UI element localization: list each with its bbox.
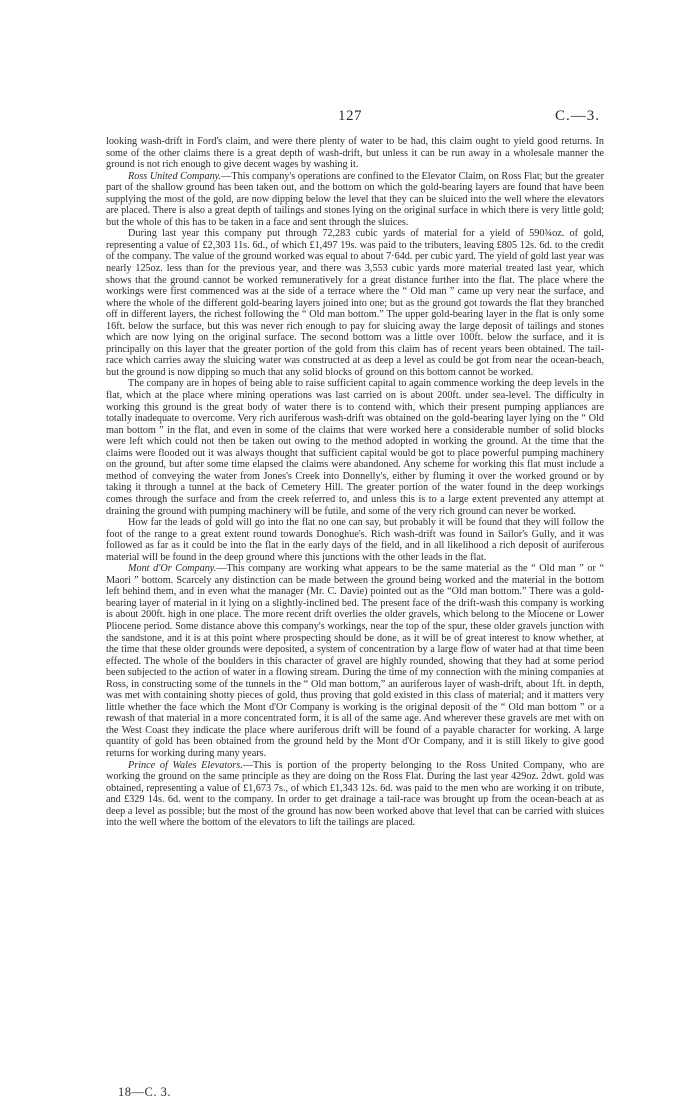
signature-mark: 18—C. 3. [118,1085,171,1099]
page-header [0,108,700,126]
paragraph-heading: Mont d'Or Company. [128,563,217,575]
body-text [106,136,604,829]
paragraph-text: —This is portion of the property belonging to the Ross United Company, who are working the ground on the same principle as they are doing on the Ross Flat. During the last year 429oz. 2dwt. gold was obtained, representing a value of £1,673 7s., of which £1,343 12s. 6d. was paid to the men who are working it on tribute, and £329 14s. 6d. went to the company. In order to get drainage a tail-race was brought up from the ocean-beach at as deep a level as possible; but the most of the ground has now been worked above that level that can be carried with sluices into the well where the bottom of the elevators to lift the tailings are placed. [106,759,604,829]
page-number: 127 [338,108,362,124]
paragraph [106,136,604,171]
paragraph [106,563,604,759]
paragraph-text: —This company's operations are confined to the Elevator Claim, on Ross Flat; but the greater part of the shallow ground has been taken out, and the bottom on which the gold-bearing layers are found that have been supplying the most of the gold, are now dipping below the level that they can be sluiced into the well where the elevators are placed. There is also a great depth of tailings and stones lying on the original surface in which there is very little gold; but the whole of this has to be taken in a face and sent through the sluices. [106,170,604,228]
paragraph [106,228,604,378]
paragraph-text: looking wash-drift in Ford's claim, and were there plenty of water to be had, this claim ought to yield good returns. In some of the other claims there is a great depth of wash-drift, but unless it can be run away in a wholesale manner the ground is not rich enough to give decent wages by washing it. [106,136,604,171]
paragraph-heading: Ross United Company. [128,170,222,182]
document-reference: C.—3. [554,108,600,124]
paragraph [106,378,604,517]
paragraph-text: How far the leads of gold will go into the flat no one can say, but probably it will be found that they will follow the foot of the range to a great extent round towards Donoghue's. Rich wash-drift was found in Sailor's Gully, and it was followed as far as it could be into the flat in the early days of the field, and in all likelihood a rich deposit of auriferous material will be found in the deep ground where this junctions with the other leads in the flat. [106,517,604,563]
paragraph [106,171,604,229]
paragraph-text: The company are in hopes of being able to raise sufficient capital to again commence working the deep levels in the flat, which at the place where mining operations was last carried on is about 200ft. under sea-level. The difficulty in working this ground is the great body of water there is to contend with, which their present pumping appliances are totally inadequate to overcome. Very rich auriferous wash-drift was obtained on the gold-bearing layer lying on the “ Old man bottom ” in the flat, and even in some of the claims that were worked here a considerable number of solid blocks were left which could not then be taken out owing to the method adopted in working the ground. At the time that the claims were flooded out it was always thought that sufficient capital would be got to place powerful pumping machinery on the ground, but after some time elapsed the claims were abandoned. Any scheme for working this flat must include a method of conveying the water from Jones's Creek into Donnelly's, either by fluming it over the worked ground or by taking it through a tunnel at the back of Cemetery Hill. The greater portion of the water found in the deep workings comes through the surface and from the creek referred to, and unless this is to a large extent prevented any attempt at draining the ground with pumping machinery will be futile, and some of the very rich ground can never be worked. [106,378,604,517]
paragraph [106,760,604,829]
paragraph [106,517,604,563]
paragraph-heading: Prince of Wales Elevators. [128,759,243,771]
paragraph-text: —This company are working what appears to be the same material as the “ Old man ” or “ Maori ” bottom. Scarcely any distinction can be made between the ground being worked and the material in the bottom left behind them, and in even what the manager (Mr. C. Davie) pointed out as the “Old man bottom.” There was a gold-bearing layer of material in it lying on a slightly-inclined bed. The present face of the drift-wash this company is working is about 200ft. high in one place. The more recent drift overlies the older gravels, which belong to the Miocene or Lower Pliocene period. Some distance above this company's workings, near the top of the spur, these older gravels junction with the sandstone, and it is at this point where prospecting should be done, as it will be of great interest to know whether, at the time that these older grounds were deposited, a system of concentration by a large flow of water had at that time been effected. The whole of the boulders in this character of gravel are highly rounded, showing that they had at some period been subjected to the action of water in a flowing stream. During the time of my connection with the mining companies at Ross, in constructing some of the tunnels in the “ Old man bottom,” an auriferous layer of wash-drift, about 1ft. in depth, was met with containing shotty pieces of gold, thus proving that gold existed in this class of material; and it matters very little whether the face which the Mont d'Or Company is working is the original deposit of the “ Old man bottom ” or a rewash of that material in a more concentrated form, it is all of the same age. And wherever these gravels are met with on the West Coast they indicate the place where auriferous drift will be found of a payable character for working. A large quantity of gold has been obtained from the ground held by the Mont d'Or Company, and it is still likely to give good returns for working during many years. [106,563,604,759]
paragraph-text: During last year this company put through 72,283 cubic yards of material for a yield of 590¾oz. of gold, representing a value of £2,303 11s. 6d., of which £1,497 19s. was paid to the tributers, leaving £805 12s. 6d. to the credit of the company. The value of the ground worked was equal to about 7·64d. per cubic yard. The yield of gold last year was nearly 125oz. less than for the previous year, and there was 3,553 cubic yards more material treated last year, which shows that the ground cannot be worked remuneratively for a great distance further into the flat. The place where the workings were first commenced was at the side of a terrace where the “ Old man ” came up very near the surface, and where the whole of the different gold-bearing layers joined into one; but as the ground got towards the flat they branched off in different layers, the richest following the “ Old man bottom.” The upper gold-bearing layer in the flat is only some 16ft. below the surface, but this was never rich enough to pay for sluicing away the large deposit of tailings and stones which are now lying on the original surface. The second bottom was a little over 100ft. below the surface, and it is principally on this layer that the greater portion of the gold from this claim has of recent years been obtained. The tail-race which carries away the sluicing water was constructed at as deep a level as could be got from near the ocean-beach, but the ground is now dipping so much that any solid blocks of ground on this bottom cannot be worked. [106,228,604,378]
